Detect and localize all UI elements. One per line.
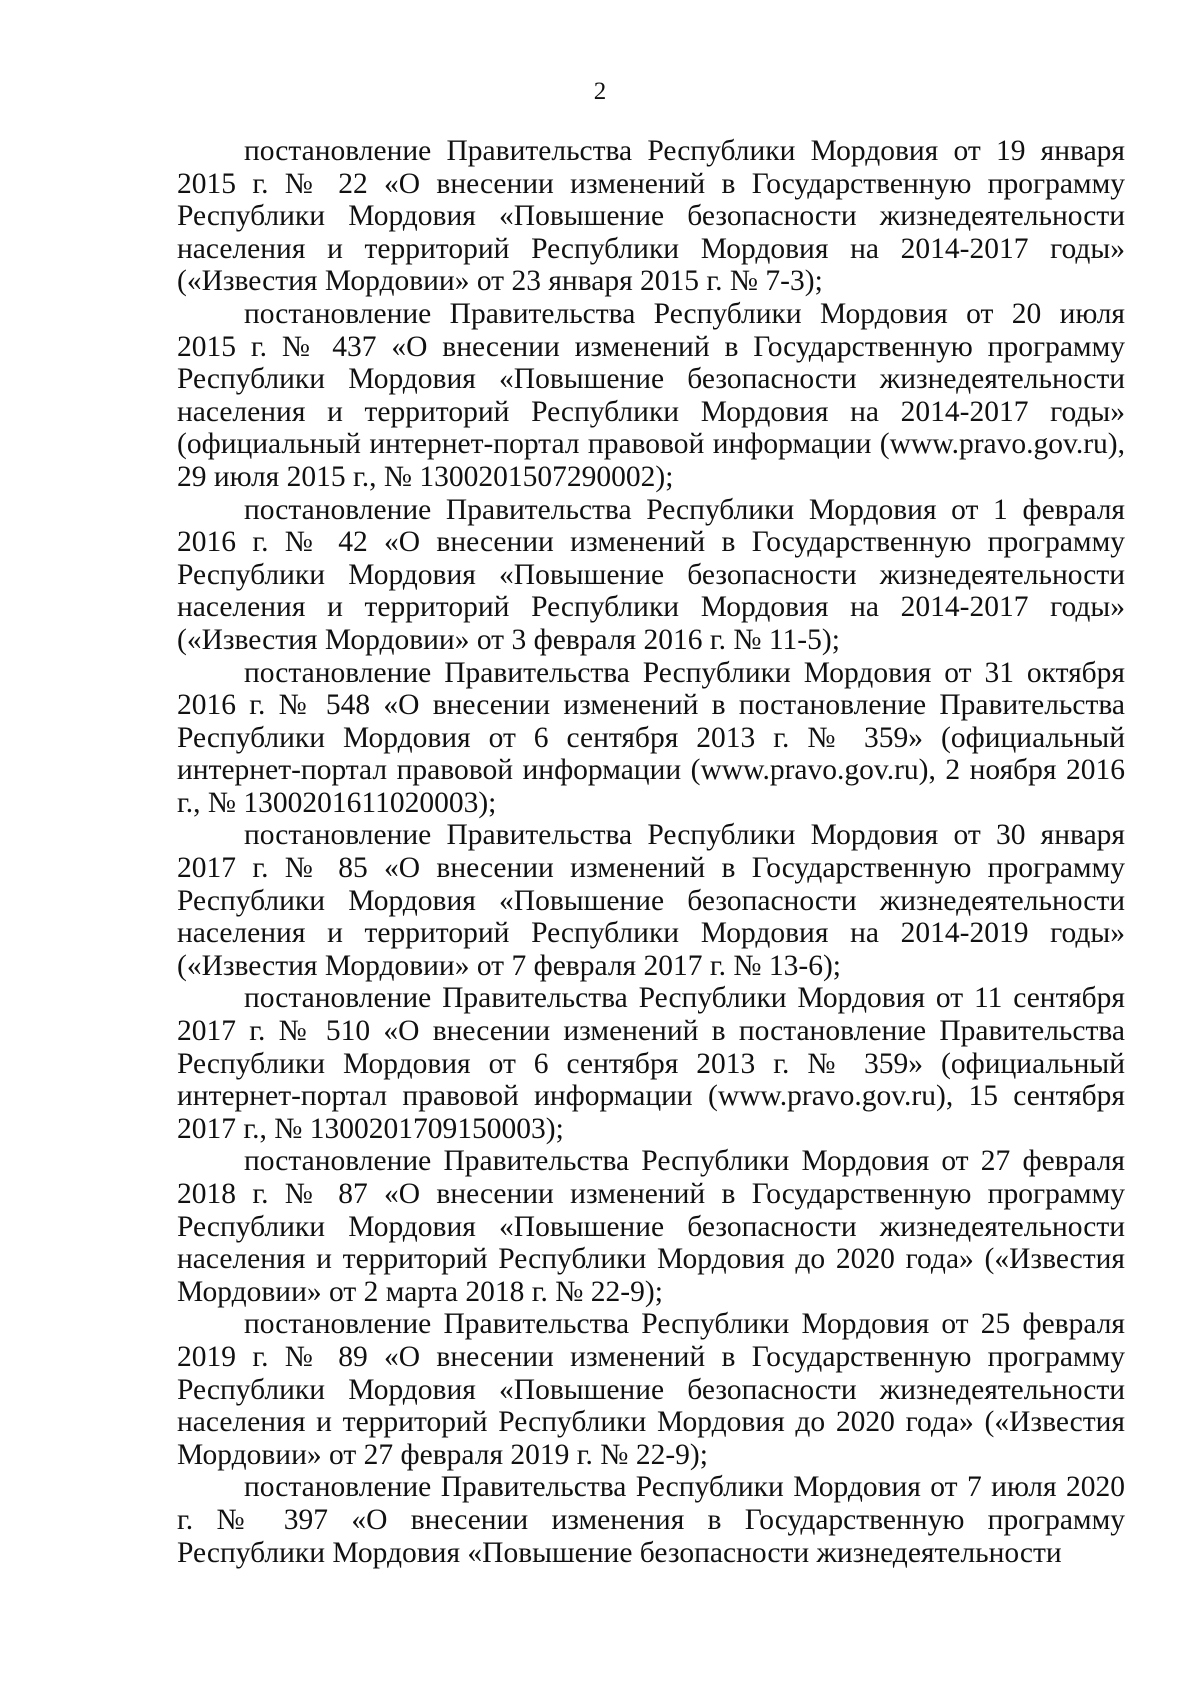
- paragraph: постановление Правительства Республики Мордовия от 20 июля 2015 г. № 437 «О внесении изменений в Государственную программу Республики Мордовия «Повышение безопасности жизнедеятельности населения и территорий Республики Мордовия на 2014-2017 годы» (официальный интернет-портал правовой информации (www.pravo.gov.ru), 29 июля 2015 г., № 1300201507290002);: [177, 297, 1125, 493]
- paragraph: постановление Правительства Республики Мордовия от 19 января 2015 г. № 22 «О внесении изменений в Государственную программу Республики Мордовия «Повышение безопасности жизнедеятельности населения и территорий Республики Мордовия на 2014-2017 годы» («Известия Мордовии» от 23 января 2015 г. № 7-3);: [177, 135, 1125, 298]
- paragraph: постановление Правительства Республики Мордовия от 11 сентября 2017 г. № 510 «О внесении изменений в постановление Правительства Республики Мордовия от 6 сентября 2013 г. № 359» (официальный интернет-портал правовой информации (www.pravo.gov.ru), 15 сентября 2017 г., № 1300201709150003);: [177, 982, 1125, 1145]
- document-body: [177, 135, 1125, 1569]
- page-number: 2: [593, 78, 607, 105]
- paragraph: постановление Правительства Республики Мордовия от 7 июля 2020 г. № 397 «О внесении изменения в Государственную программу Республики Мордовия «Повышение безопасности жизнедеятельности: [177, 1471, 1125, 1569]
- paragraph: постановление Правительства Республики Мордовия от 1 февраля 2016 г. № 42 «О внесении изменений в Государственную программу Республики Мордовия «Повышение безопасности жизнедеятельности населения и территорий Республики Мордовия на 2014-2017 годы» («Известия Мордовии» от 3 февраля 2016 г. № 11-5);: [177, 493, 1125, 656]
- paragraph: постановление Правительства Республики Мордовия от 31 октября 2016 г. № 548 «О внесении изменений в постановление Правительства Республики Мордовия от 6 сентября 2013 г. № 359» (официальный интернет-портал правовой информации (www.pravo.gov.ru), 2 ноября 2016 г., № 1300201611020003);: [177, 656, 1125, 819]
- paragraph: постановление Правительства Республики Мордовия от 27 февраля 2018 г. № 87 «О внесении изменений в Государственную программу Республики Мордовия «Повышение безопасности жизнедеятельности населения и территорий Республики Мордовия до 2020 года» («Известия Мордовии» от 2 марта 2018 г. № 22-9);: [177, 1145, 1125, 1308]
- paragraph: постановление Правительства Республики Мордовия от 30 января 2017 г. № 85 «О внесении изменений в Государственную программу Республики Мордовия «Повышение безопасности жизнедеятельности населения и территорий Республики Мордовия на 2014-2019 годы» («Известия Мордовии» от 7 февраля 2017 г. № 13-6);: [177, 819, 1125, 982]
- paragraph: постановление Правительства Республики Мордовия от 25 февраля 2019 г. № 89 «О внесении изменений в Государственную программу Республики Мордовия «Повышение безопасности жизнедеятельности населения и территорий Республики Мордовия до 2020 года» («Известия Мордовии» от 27 февраля 2019 г. № 22-9);: [177, 1308, 1125, 1471]
